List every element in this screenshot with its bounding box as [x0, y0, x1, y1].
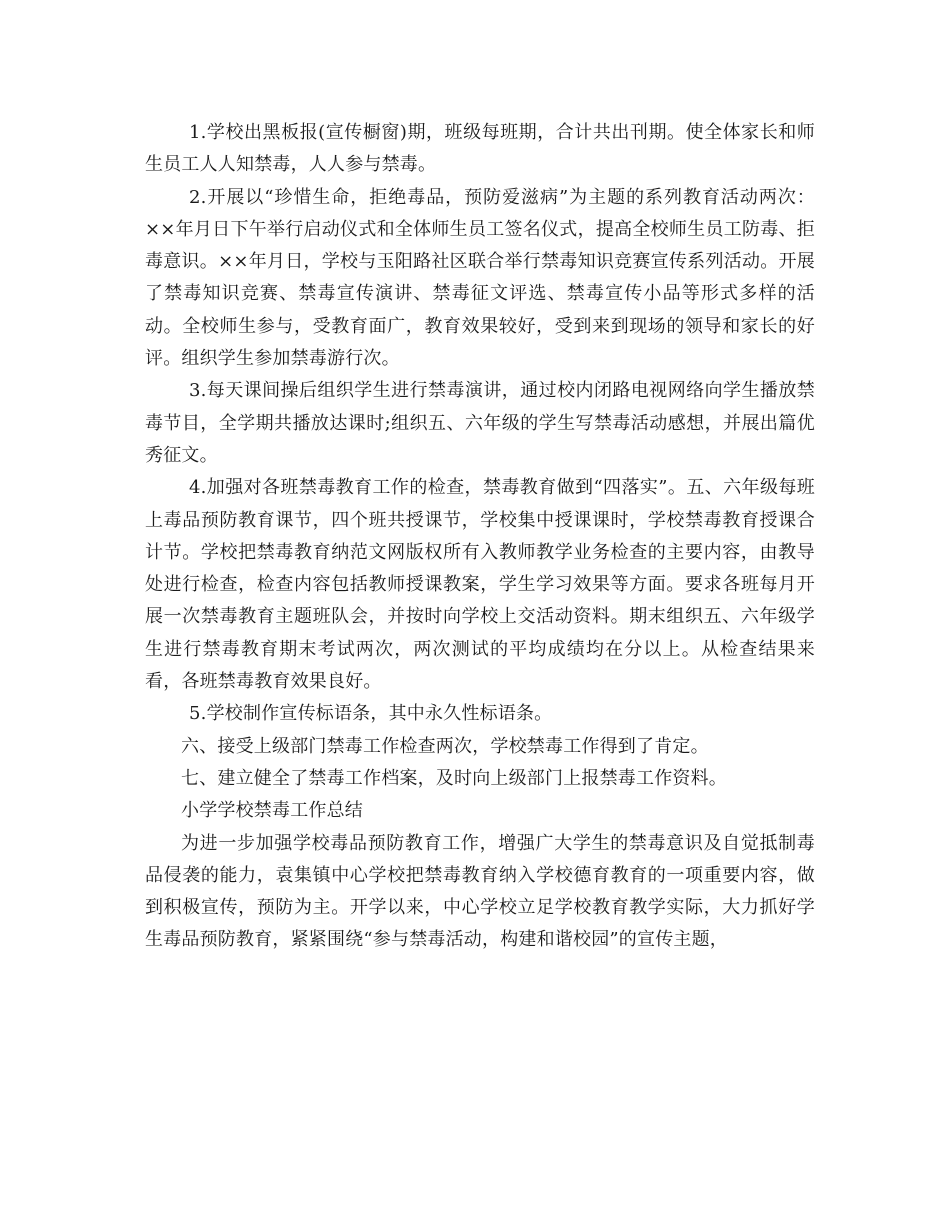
paragraph-item-3: 3.每天课间操后组织学生进行禁毒演讲，通过校内闭路电视网络向学生播放禁毒节目，全学期共播放达课时;组织五、六年级的学生写禁毒活动感想，并展出篇优秀征文。	[145, 380, 815, 466]
paragraph-item-2: 2.开展以“珍惜生命，拒绝毒品，预防爱滋病”为主题的系列教育活动两次：××年月日下午举行启动仪式和全体师生员工签名仪式，提高全校师生员工防毒、拒毒意识。××年月日，学校与玉阳路社区联合举行禁毒知识竞赛宣传系列活动。开展了禁毒知识竞赛、禁毒宣传演讲、禁毒征文评选、禁毒宣传小品等形式多样的活动。全校师生参与，受教育面广，教育效果较好，受到来到现场的领导和家长的好评。组织学生参加禁毒游行次。	[145, 186, 815, 370]
paragraph-item-4: 4.加强对各班禁毒教育工作的检查，禁毒教育做到“四落实”。五、六年级每班上毒品预防教育课节，四个班共授课节，学校集中授课课时，学校禁毒教育授课合计节。学校把禁毒教育纳范文网版权所有入教师教学业务检查的主要内容，由教导处进行检查，检查内容包括教师授课教案，学生学习效果等方面。要求各班每月开展一次禁毒教育主题班队会，并按时向学校上交活动资料。期末组织五、六年级学生进行禁毒教育期末考试两次，两次测试的平均成绩均在分以上。从检查结果来看，各班禁毒教育效果良好。	[145, 477, 815, 693]
document-subtitle: 小学学校禁毒工作总结	[181, 800, 363, 822]
document-body	[145, 117, 815, 957]
paragraph-section-6: 六、接受上级部门禁毒工作检查两次，学校禁毒工作得到了肯定。	[181, 735, 709, 757]
paragraph-item-1: 1.学校出黑板报(宣传橱窗)期，班级每班期，合计共出刊期。使全体家长和师生员工人人知禁毒，人人参与禁毒。	[145, 122, 815, 176]
paragraph-intro: 为进一步加强学校毒品预防教育工作，增强广大学生的禁毒意识及自觉抵制毒品侵袭的能力，袁集镇中心学校把禁毒教育纳入学校德育教育的一项重要内容，做到积极宣传，预防为主。开学以来，中心学校立足学校教育教学实际，大力抓好学生毒品预防教育，紧紧围绕“参与禁毒活动，构建和谐校园”的宣传主题，	[145, 832, 815, 951]
paragraph-section-7: 七、建立健全了禁毒工作档案，及时向上级部门上报禁毒工作资料。	[181, 767, 727, 789]
paragraph-item-5: 5.学校制作宣传标语条，其中永久性标语条。	[189, 703, 553, 725]
